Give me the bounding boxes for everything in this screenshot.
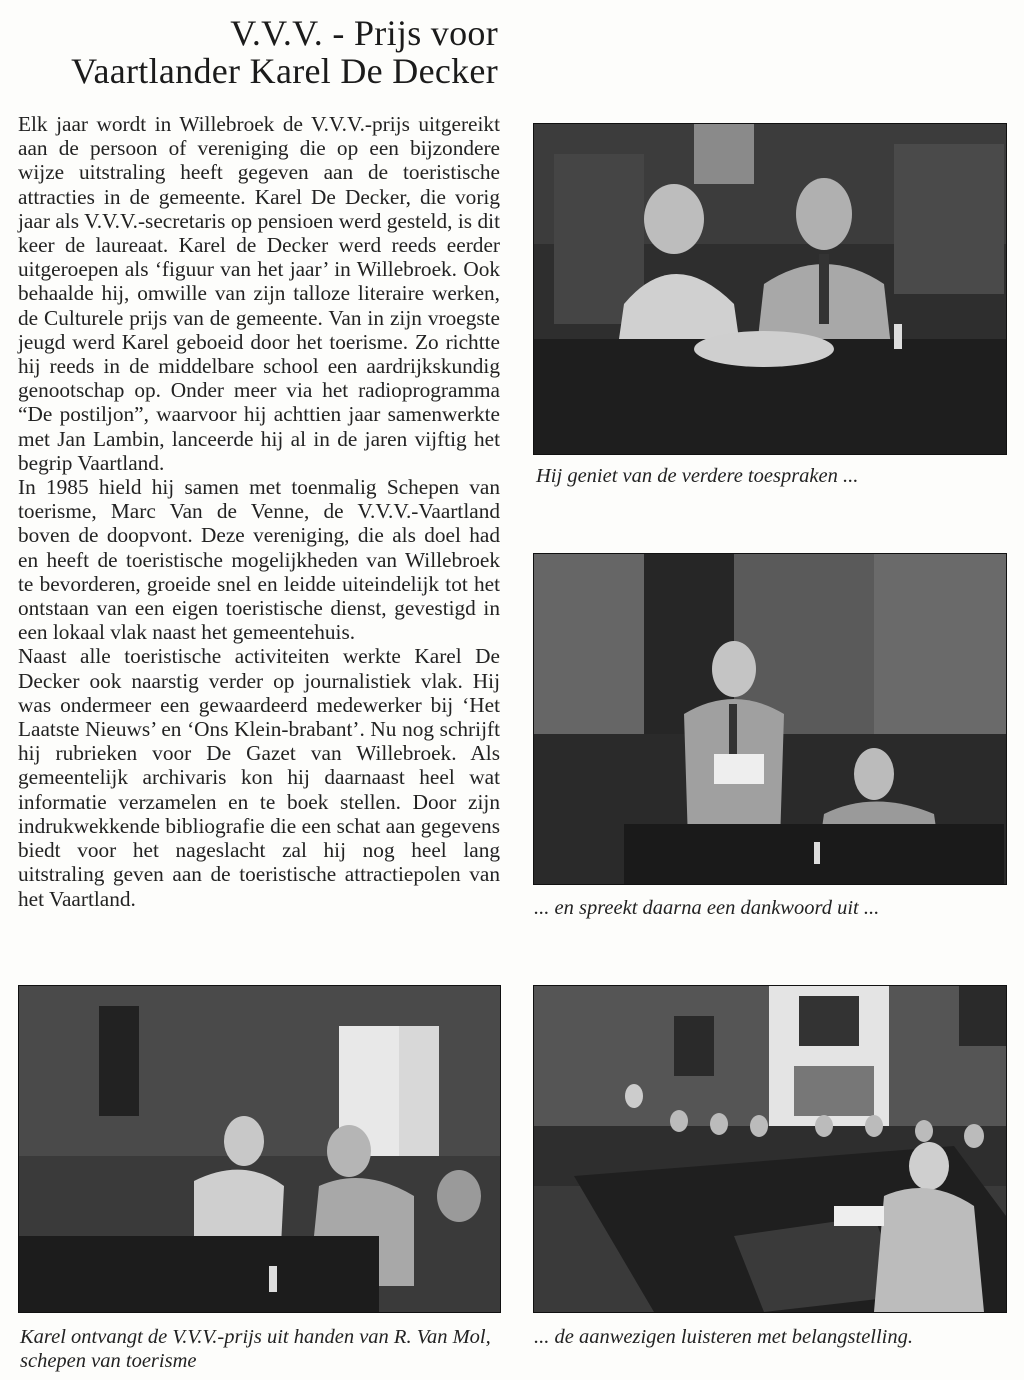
paragraph-2: In 1985 hield hij samen met toenmalig Schepen van toerisme, Marc Van de Venne, de V.V.V.-Vaartland boven de doopvont. Deze vereniging, die als doel had en heeft de toeristische mogelijkheden van Willebroek te bevorderen, groeide snel en leidde uiteindelijk tot het ontstaan van een eigen toeristische dienst, gevestigd in een lokaal vlak naast het gemeentehuis.	[18, 475, 500, 645]
title-line-1: V.V.V. - Prijs voor	[230, 13, 498, 53]
paragraph-3: Naast alle toeristische activiteiten werkte Karel De Decker ook naarstig verder op journalistiek vlak. Hij was ondermeer een gewaardeerd medewerker bij ‘Het Laatste Nieuws’ en ‘Ons Klein-brabant’. Nu nog schrijft hij rubrieken voor De Gazet van Willebroek. Als gemeentelijk archivaris kon hij daarnaast heel wat informatie verzamelen en te boek stellen. Door zijn indrukwekkende bibliografie die een schat aan gegevens biedt voor het nageslacht zal hij nog heel lang uitstraling geven aan de toeristische attractiepolen van het Vaartland.	[18, 644, 500, 911]
paragraph-1: Elk jaar wordt in Willebroek de V.V.V.-prijs uitgereikt aan de persoon of vereniging die op een bijzondere wijze uitstraling heeft gegeven aan de toeristische attracties in de gemeente. Karel De Decker, die vorig jaar als V.V.V.-secretaris op pensioen werd gesteld, is dit keer de laureaat. Karel de Decker werd reeds eerder uitgeroepen als ‘figuur van het jaar’ in Willebroek. Ook behaalde hij, omwille van zijn talloze literaire werken, de Culturele prijs van de gemeente. Van in zijn vroegste jeugd werd Karel geboeid door het toerisme. Zo richtte hij reeds in de middelbare school een aardrijkskundig genootschap op. Onder meer via het radioprogramma “De postiljon”, waarvoor hij achttien jaar samenwerkte met Jan Lambin, lanceerde hij al in de jaren vijftig het begrip Vaartland.	[18, 112, 500, 475]
photo-prize-handover	[18, 985, 501, 1313]
photo2-caption: ... en spreekt daarna een dankwoord uit ...	[534, 897, 880, 919]
photo3-caption: Karel ontvangt de V.V.V.-prijs uit handen van R. Van Mol, schepen van toerisme	[20, 1326, 491, 1372]
article-body	[18, 112, 500, 911]
photo-audience	[533, 985, 1007, 1313]
photo1-caption: Hij geniet van de verdere toespraken ...	[536, 465, 859, 487]
title-line-2: Vaartlander Karel De Decker	[71, 51, 498, 91]
photo4-caption: ... de aanwezigen luisteren met belangstelling.	[534, 1326, 913, 1348]
photo-speaker	[533, 553, 1007, 885]
photo-couple-seated	[533, 123, 1007, 455]
article-title	[71, 14, 498, 90]
